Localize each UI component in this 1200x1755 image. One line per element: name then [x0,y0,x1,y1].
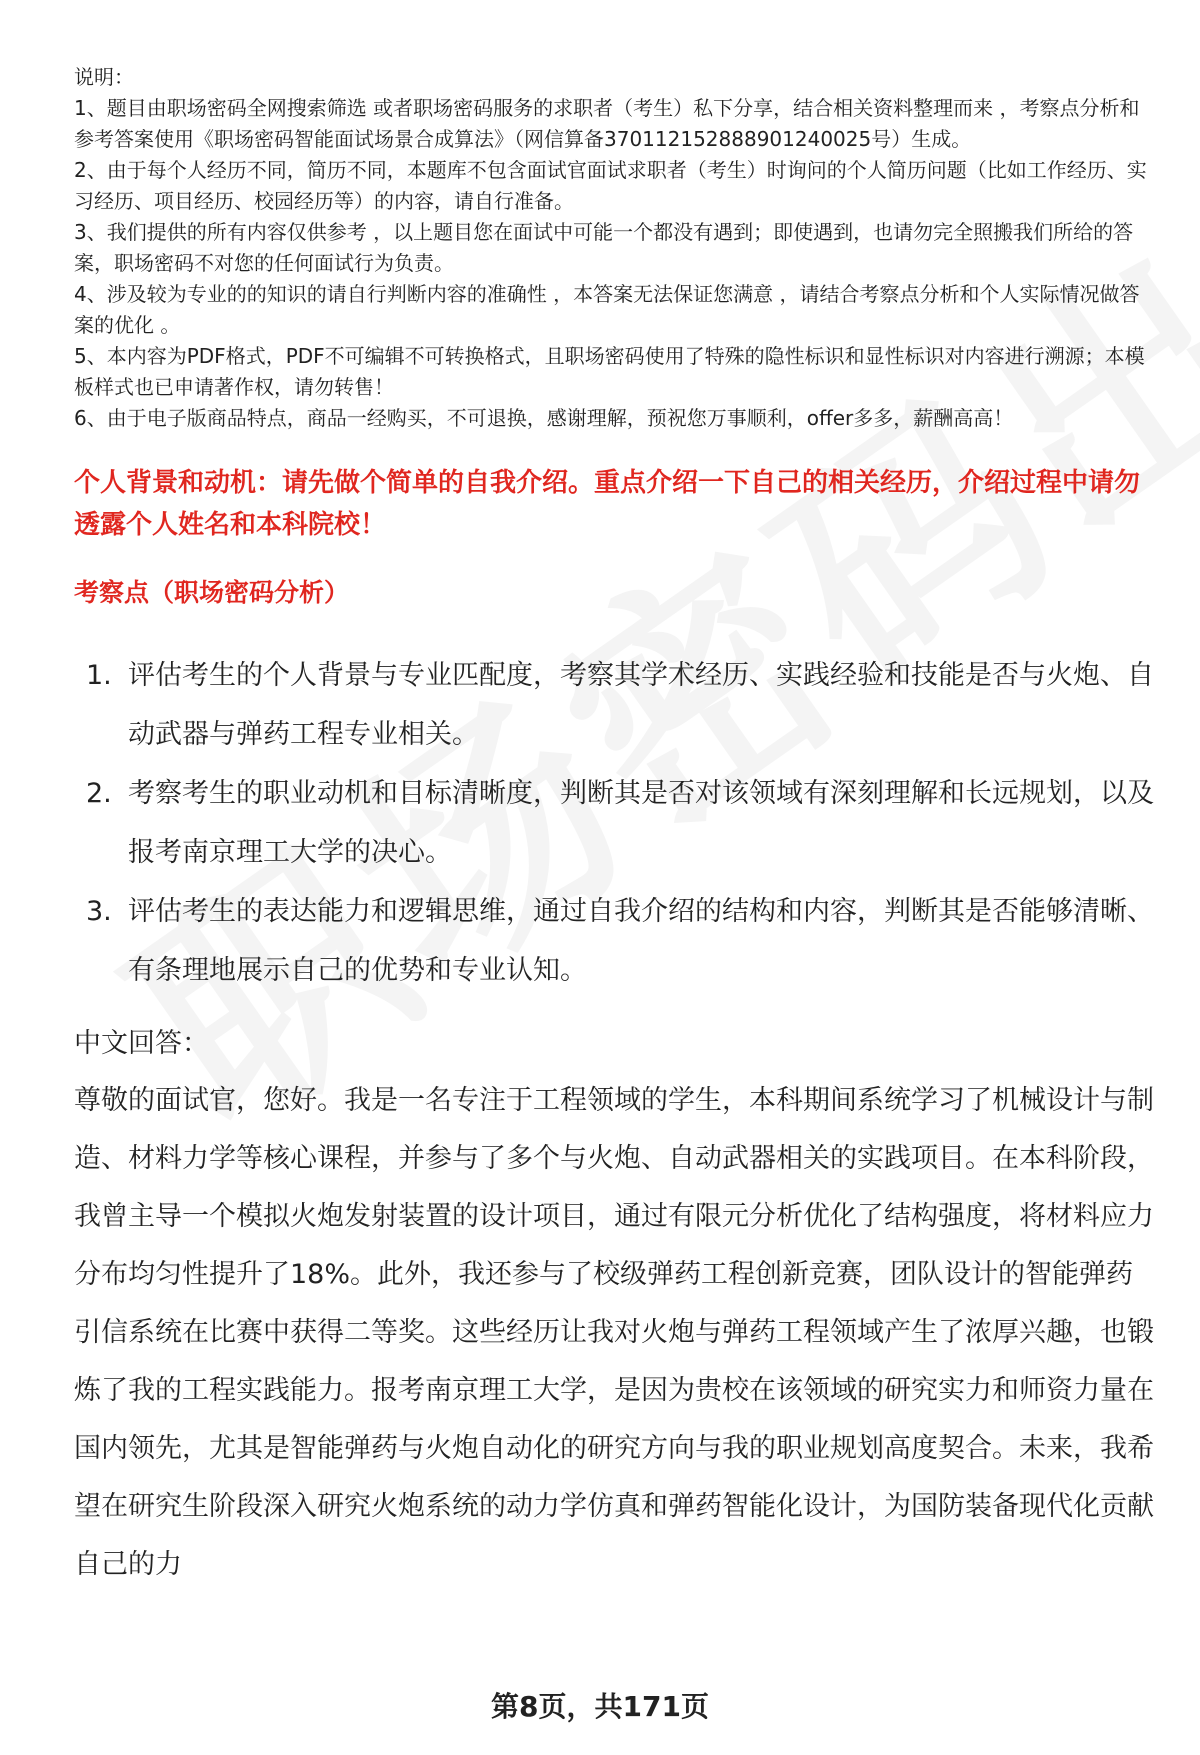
notes-item: 4、涉及较为专业的的知识的请自行判断内容的准确性 ，本答案无法保证您满意 ，请结合考察点分析和个人实际情况做答案的优化 。 [74,282,1140,337]
notes-item: 3、我们提供的所有内容仅供参考 ，以上题目您在面试中可能一个都没有遇到；即使遇到，也请勿完全照搬我们所给的答案，职场密码不对您的任何面试行为负责。 [74,220,1134,275]
point-text: 评估考生的个人背景与专业匹配度，考察其学术经历、实践经验和技能是否与火炮、自动武器与弹药工程专业相关。 [128,660,1154,750]
point-text: 评估考生的表达能力和逻辑思维，通过自我介绍的结构和内容，判断其是否能够清晰、有条理地展示自己的优势和专业认知。 [128,896,1154,986]
notes-item: 2、由于每个人经历不同，简历不同，本题库不包含面试官面试求职者（考生）时询问的个人简历问题（比如工作经历、实习经历、项目经历、校园经历等）的内容，请自行准备。 [74,158,1147,213]
notes-item: 5、本内容为PDF格式，PDF不可编辑不可转换格式，且职场密码使用了特殊的隐性标识和显性标识对内容进行溯源；本模板样式也已申请著作权，请勿转售！ [74,344,1145,399]
analysis-point [74,646,1154,764]
analysis-points-list [74,646,1154,1000]
analysis-point [74,764,1154,882]
notes-section [74,62,1154,434]
point-number: 1. [86,660,112,691]
analysis-point [74,882,1154,1000]
analysis-title: 考察点（职场密码分析） [74,578,350,607]
interview-question: 个人背景和动机：请先做个简单的自我介绍。重点介绍一下自己的相关经历，介绍过程中请勿透露个人姓名和本科院校！ [74,468,1141,540]
notes-heading: 说明： [74,65,134,89]
notes-item: 6、由于电子版商品特点，商品一经购买，不可退换，感谢理解，预祝您万事顺利，offer多多，薪酬高高！ [74,406,1014,430]
document-page [74,62,1154,1594]
page-number: 第8页，共171页 [491,1690,709,1723]
notes-item: 1、题目由职场密码全网搜索筛选 或者职场密码服务的求职者（考生）私下分享，结合相关资料整理而来 ，考察点分析和参考答案使用《职场密码智能面试场景合成算法》（网信算备370112152888901240025号）生成。 [74,96,1140,151]
answer-text: 尊敬的面试官，您好。我是一名专注于工程领域的学生，本科期间系统学习了机械设计与制造、材料力学等核心课程，并参与了多个与火炮、自动武器相关的实践项目。在本科阶段，我曾主导一个模拟火炮发射装置的设计项目，通过有限元分析优化了结构强度，将材料应力分布均匀性提升了18%。此外，我还参与了校级弹药工程创新竞赛，团队设计的智能弹药引信系统在比赛中获得二等奖。这些经历让我对火炮与弹药工程领域产生了浓厚兴趣，也锻炼了我的工程实践能力。报考南京理工大学，是因为贵校在该领域的研究实力和师资力量在国内领先，尤其是智能弹药与火炮自动化的研究方向与我的职业规划高度契合。未来，我希望在研究生阶段深入研究火炮系统的动力学仿真和弹药智能化设计，为国防装备现代化贡献自己的力 [74,1085,1154,1580]
point-number: 3. [86,896,112,927]
point-number: 2. [86,778,112,809]
answer-label: 中文回答： [74,1028,209,1059]
point-text: 考察考生的职业动机和目标清晰度，判断其是否对该领域有深刻理解和长远规划，以及报考南京理工大学的决心。 [128,778,1154,868]
